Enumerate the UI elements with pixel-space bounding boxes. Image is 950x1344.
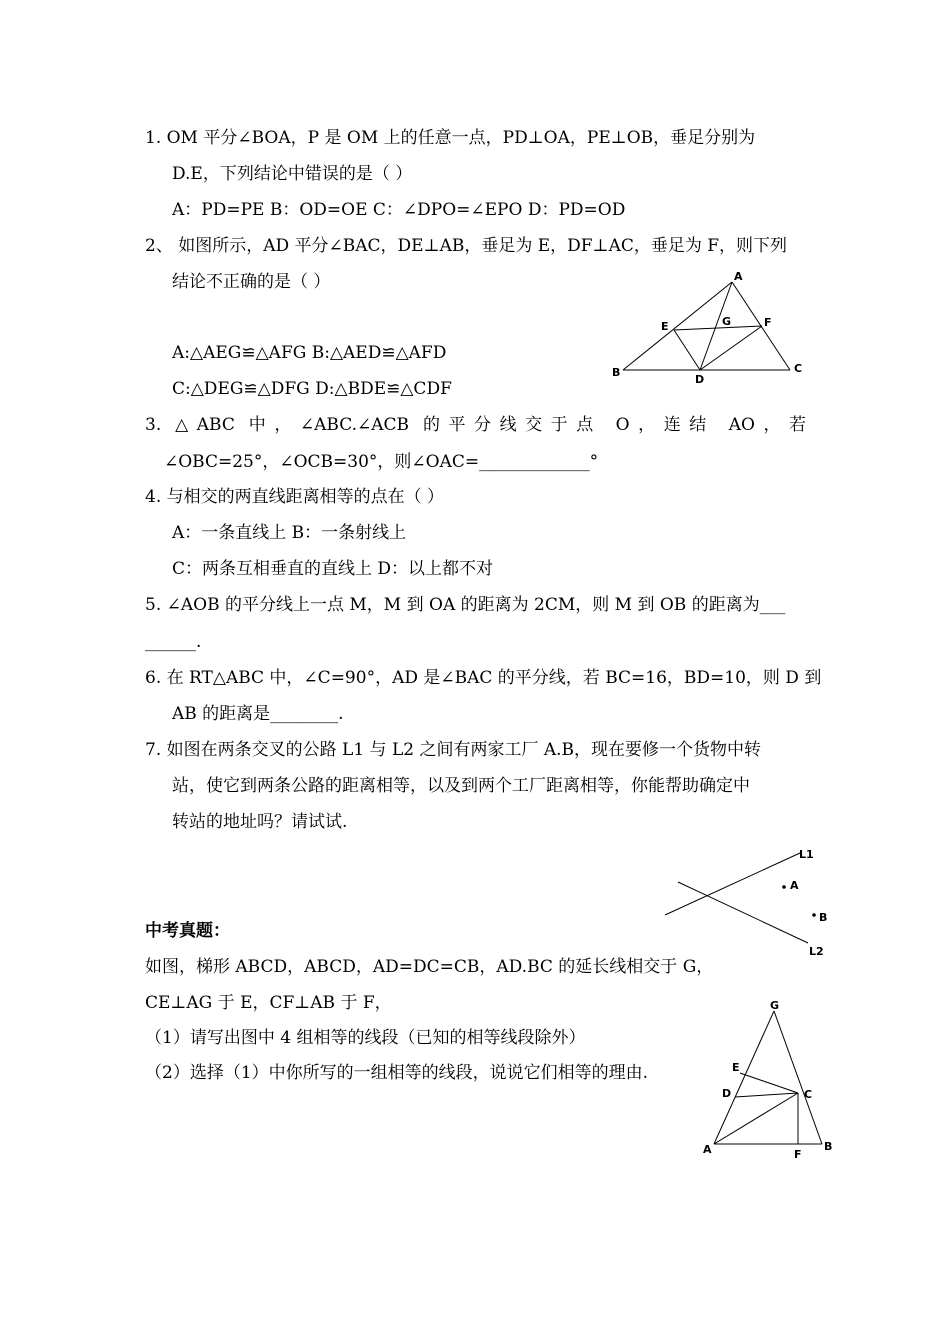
zhongkao-line2: CE⊥AG 于 E，CF⊥AB 于 F， bbox=[145, 993, 392, 1013]
q2-stem-line2: 结论不正确的是（ ） bbox=[172, 272, 331, 292]
q4-option-cd: C：两条互相垂直的直线上 D：以上都不对 bbox=[172, 559, 494, 579]
zk-label-a: A bbox=[703, 1143, 712, 1156]
q2-segment-de bbox=[674, 330, 700, 370]
q2-option-ab: A:△AEG≌△AFG B:△AED≌△AFD bbox=[172, 343, 447, 363]
segment-dc bbox=[735, 1093, 798, 1097]
q2-segment-ef bbox=[674, 326, 762, 330]
zhongkao-trapezoid-figure bbox=[700, 995, 850, 1170]
segment-ac bbox=[714, 1093, 798, 1144]
factory-a-point bbox=[782, 885, 786, 889]
q2-label-g: G bbox=[722, 315, 732, 328]
zhongkao-part2: （2）选择（1）中你所写的一组相等的线段，说说它们相等的理由. bbox=[145, 1063, 649, 1083]
segment-ga bbox=[714, 1011, 774, 1144]
q4-stem: 4. 与相交的两直线距离相等的点在（ ） bbox=[145, 487, 445, 507]
q1-stem-line1: 1. OM 平分∠BOA，P 是 OM 上的任意一点，PD⊥OA，PE⊥OB，垂足分别为 bbox=[145, 128, 756, 148]
q7-label-l2: L2 bbox=[809, 945, 824, 958]
q4-option-ab: A：一条直线上 B：一条射线上 bbox=[172, 523, 407, 543]
zk-label-g: G bbox=[770, 999, 780, 1012]
q2-option-cd: C:△DEG≌△DFG D:△BDE≌△CDF bbox=[172, 379, 452, 399]
zk-label-f: F bbox=[794, 1148, 802, 1161]
factory-b-point bbox=[812, 913, 816, 917]
q7-label-a: A bbox=[790, 879, 799, 892]
q5-stem-line1: 5. ∠AOB 的平分线上一点 M，M 到 OA 的距离为 2CM，则 M 到 OB 的距离为___ bbox=[145, 595, 786, 615]
segment-ce bbox=[740, 1073, 798, 1093]
q3-stem-line2: ∠OBC=25°，∠OCB=30°，则∠OAC=_____________° bbox=[164, 452, 599, 472]
q2-label-d: D bbox=[695, 373, 705, 386]
zhongkao-heading: 中考真题： bbox=[145, 921, 230, 941]
q6-stem-line2: AB 的距离是________. bbox=[172, 704, 344, 724]
q7-stem-line2: 站，使它到两条公路的距离相等，以及到两个工厂距离相等，你能帮助确定中 bbox=[172, 776, 750, 796]
q1-options: A：PD=PE B：OD=OE C：∠DPO=∠EPO D：PD=OD bbox=[172, 200, 626, 220]
q5-stem-line2: ______. bbox=[145, 632, 202, 652]
road-l2 bbox=[678, 882, 808, 943]
zk-label-e: E bbox=[732, 1061, 740, 1074]
zhongkao-part1: （1）请写出图中 4 组相等的线段（已知的相等线段除外） bbox=[145, 1028, 586, 1048]
q2-label-f: F bbox=[764, 316, 772, 329]
q7-label-l1: L1 bbox=[799, 848, 814, 861]
q2-stem-line1: 2、 如图所示，AD 平分∠BAC，DE⊥AB，垂足为 E，DF⊥AC，垂足为 F，则下列 bbox=[145, 236, 788, 256]
q2-label-b: B bbox=[612, 366, 621, 379]
zk-label-c: C bbox=[804, 1088, 813, 1101]
q6-stem-line1: 6. 在 RT△ABC 中，∠C=90°，AD 是∠BAC 的平分线，若 BC=16，BD=10，则 D 到 bbox=[145, 668, 822, 688]
road-l1 bbox=[665, 853, 800, 915]
zhongkao-line1: 如图，梯形 ABCD，ABCD，AD=DC=CB，AD.BC 的延长线相交于 G， bbox=[145, 957, 714, 977]
zk-label-d: D bbox=[722, 1087, 732, 1100]
q2-label-a: A bbox=[734, 270, 743, 283]
zk-label-b: B bbox=[824, 1140, 833, 1153]
q1-stem-line2: D.E，下列结论中错误的是（ ） bbox=[172, 164, 413, 184]
q2-triangle-figure bbox=[610, 268, 810, 388]
q7-roads-figure bbox=[660, 845, 840, 960]
q2-label-c: C bbox=[794, 362, 803, 375]
q7-stem-line3: 转站的地址吗？请试试. bbox=[172, 812, 348, 832]
q7-label-b: B bbox=[819, 911, 828, 924]
q3-stem-line1: 3. △ABC 中，∠ABC.∠ACB 的平分线交于点 O，连结 AO，若 bbox=[145, 415, 806, 435]
q2-segment-df bbox=[700, 326, 762, 370]
q7-stem-line1: 7. 如图在两条交叉的公路 L1 与 L2 之间有两家工厂 A.B，现在要修一个货物中转 bbox=[145, 740, 762, 760]
q2-label-e: E bbox=[661, 320, 669, 333]
